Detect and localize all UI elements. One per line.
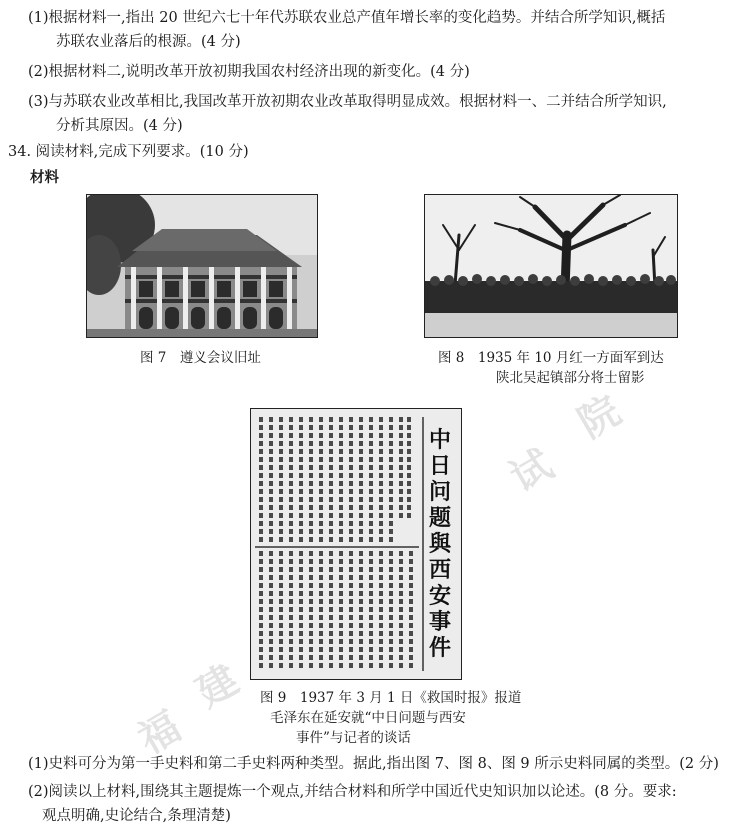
watermark-char-3: 试: [502, 441, 561, 502]
red-army-group-image: [425, 195, 677, 337]
q33-item3-line1: (3)与苏联农业改革相比,我国改革开放初期农业改革取得明显成效。根据材料一、二并结合所学知识,: [28, 94, 667, 110]
fig8-caption-line2: 陕北吴起镇部分将士留影: [496, 370, 645, 386]
fig7-caption: 图 7 遵义会议旧址: [140, 350, 261, 366]
q33-item2: (2)根据材料二,说明改革开放初期我国农村经济出现的新变化。(4 分): [28, 64, 470, 80]
fig8-photo: [424, 194, 678, 338]
fig9-newspaper: [250, 408, 462, 680]
newspaper-headline: 中日问题與西安事件: [429, 427, 452, 661]
material-label: 材料: [30, 169, 59, 186]
watermark-char-2: 建: [188, 656, 247, 717]
q33-item1-line2: 苏联农业落后的根源。(4 分): [56, 34, 241, 50]
q34-question2-line2: 观点明确,史论结合,条理清楚): [42, 808, 231, 824]
zunyi-building-image: [87, 195, 317, 337]
q33-item3-line2: 分析其原因。(4 分): [56, 118, 183, 134]
q34-question2-line1: (2)阅读以上材料,围绕其主题提炼一个观点,并结合材料和所学中国近代史知识加以论述。(8 分。要求:: [28, 784, 677, 800]
fig9-caption-line2: 毛泽东在延安就“中日问题与西安: [270, 710, 466, 726]
watermark-char-1: 福: [130, 703, 189, 764]
fig8-caption-line1: 图 8 1935 年 10 月红一方面军到达: [438, 350, 664, 366]
watermark-char-4: 院: [570, 387, 629, 448]
q33-item1-line1: (1)根据材料一,指出 20 世纪六七十年代苏联农业总产值年增长率的变化趋势。并结合所学知识,概括: [28, 10, 666, 26]
fig9-caption-line3: 事件”与记者的谈话: [296, 730, 411, 746]
fig9-caption-line1: 图 9 1937 年 3 月 1 日《救国时报》报道: [260, 690, 522, 706]
q34-title: 34. 阅读材料,完成下列要求。(10 分): [8, 144, 249, 160]
q34-question1: (1)史料可分为第一手史料和第二手史料两种类型。据此,指出图 7、图 8、图 9 所示史料同属的类型。(2 分): [28, 756, 719, 772]
fig7-photo: [86, 194, 318, 338]
